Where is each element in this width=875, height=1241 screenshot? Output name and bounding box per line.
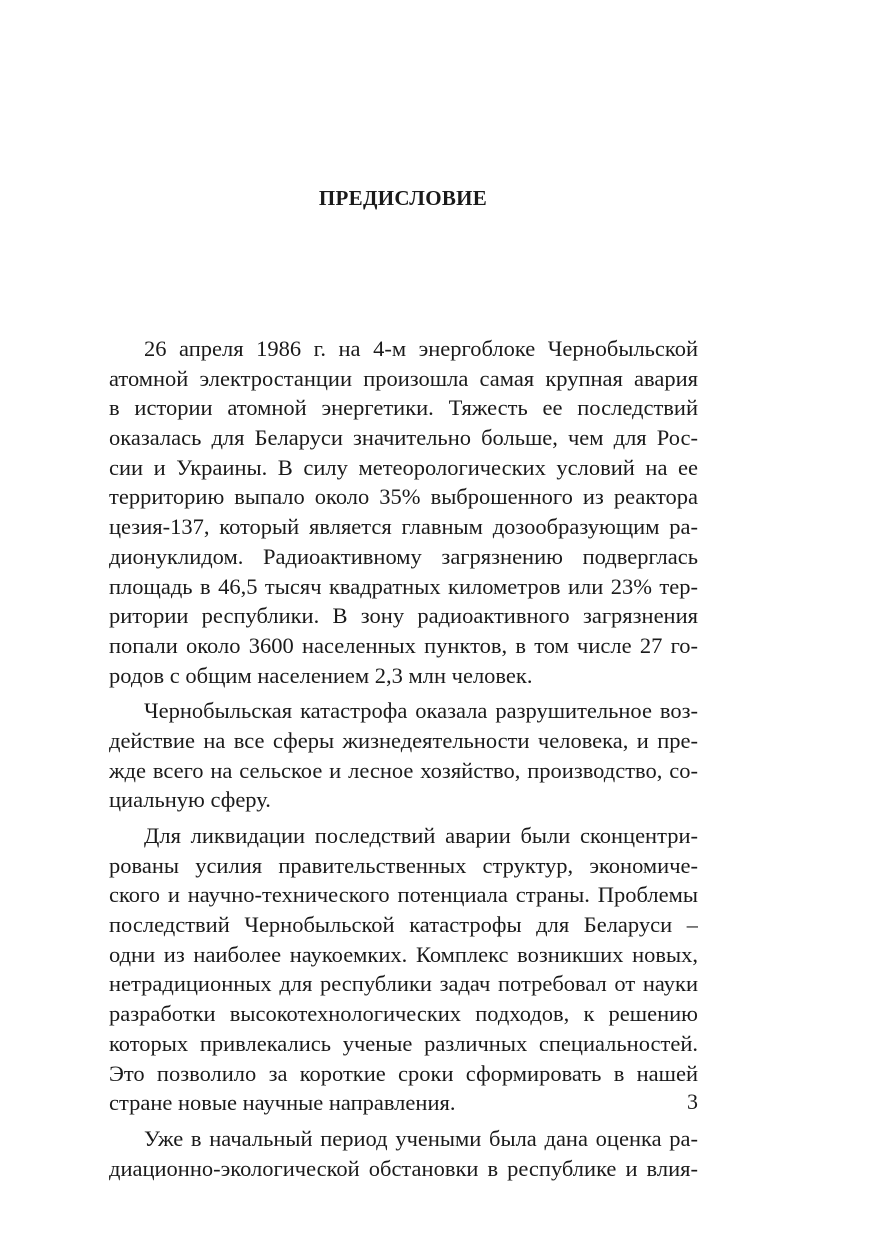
text-line: одни из наиболее наукоемких. Комплекс возникших новых, [109, 941, 698, 967]
page-number: 3 [687, 1089, 698, 1114]
text-line: в истории атомной энергетики. Тяжесть ее последствий [109, 395, 698, 421]
text-line: ритории республики. В зону радиоактивного загрязнения [109, 603, 698, 629]
paragraph-1 [109, 334, 698, 690]
text-line: атомной электростанции произошла самая крупная авария [109, 365, 698, 391]
text-line: циальную сферу. [109, 787, 271, 813]
text-line: стране новые научные направления. [109, 1090, 456, 1116]
text-line: рованы усилия правительственных структур, экономиче- [109, 852, 698, 878]
text-line: последствий Чернобыльской катастрофы для Беларуси – [109, 912, 698, 938]
text-line: территорию выпало около 35% выброшенного из реактора [109, 484, 698, 510]
text-line: Для ликвидации последствий аварии были сконцентри- [144, 823, 698, 848]
text-line: цезия-137, который является главным дозообразующим ра- [109, 514, 698, 540]
paragraph-2 [109, 696, 698, 815]
text-line: действие на все сферы жизнедеятельности человека, и пре- [109, 727, 698, 753]
text-line: площадь в 46,5 тысяч квадратных километров или 23% тер- [109, 573, 698, 599]
text-line: жде всего на сельское и лесное хозяйство, производство, со- [109, 757, 698, 783]
text-line: Уже в начальный период учеными была дана оценка ра- [144, 1125, 698, 1151]
text-line: разработки высокотехнологических подходов, к решению [109, 1001, 698, 1027]
text-line: сии и Украины. В силу метеорологических условий на ее [109, 454, 698, 480]
text-line: Это позволило за короткие сроки сформировать в нашей [109, 1060, 698, 1086]
paragraph-3 [109, 821, 698, 1118]
text-line: которых привлекались ученые различных специальностей. [109, 1030, 698, 1056]
text-line: родов с общим населением 2,3 млн человек. [109, 662, 533, 688]
text-line: попали около 3600 населенных пунктов, в том числе 27 го- [109, 632, 698, 658]
text-line: оказалась для Беларуси значительно больше, чем для Рос- [109, 425, 698, 451]
text-line: дионуклидом. Радиоактивному загрязнению подверглась [109, 543, 698, 569]
body-text [109, 334, 698, 1189]
paragraph-4 [109, 1124, 698, 1183]
text-line: нетрадиционных для республики задач потребовал от науки [109, 971, 698, 997]
text-line: диационно-экологической обстановки в республике и влия- [109, 1155, 698, 1181]
text-line: ского и научно-технического потенциала страны. Проблемы [109, 882, 698, 908]
text-line: 26 апреля 1986 г. на 4-м энергоблоке Чернобыльской [144, 336, 698, 361]
page-title: ПРЕДИСЛОВИЕ [318, 186, 488, 210]
text-line: Чернобыльская катастрофа оказала разрушительное воз- [144, 698, 698, 724]
